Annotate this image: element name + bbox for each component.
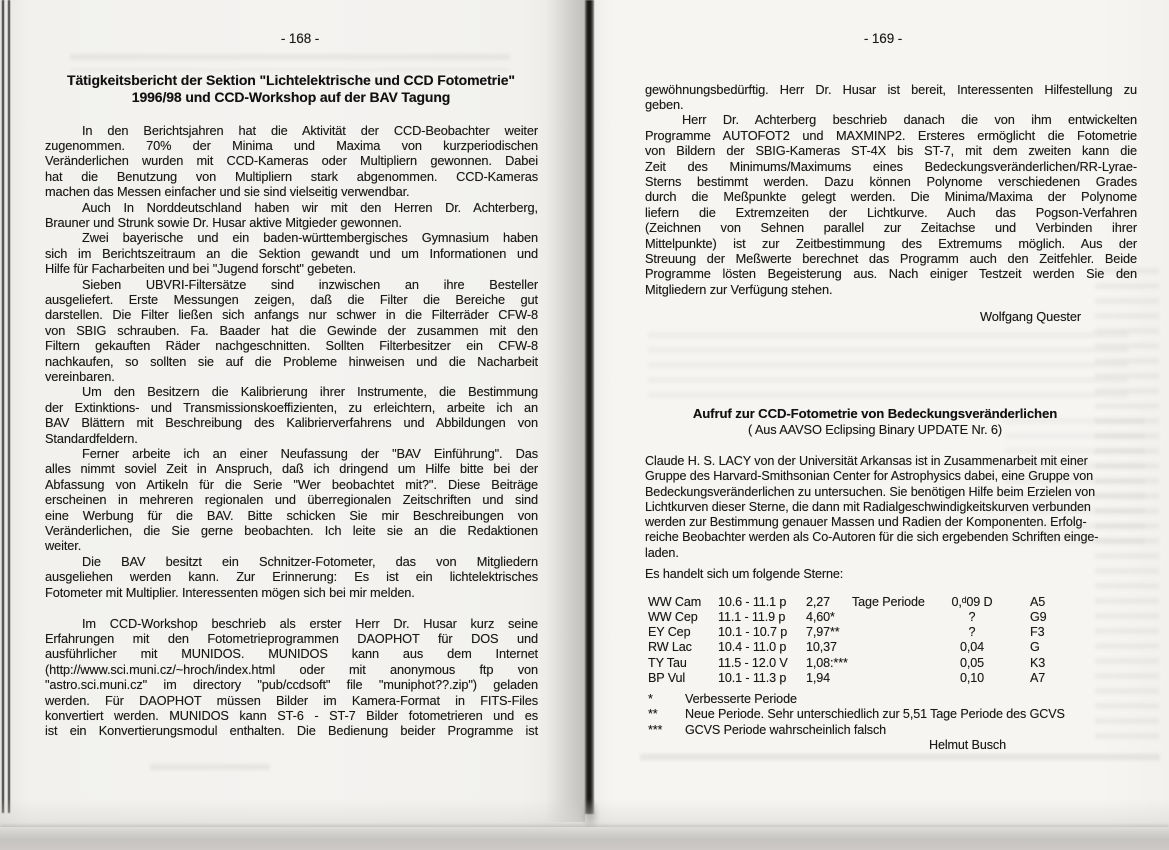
text-line: sich im Berichtszeitraum an die Sektion gewandt und um Informationen und (45, 245, 538, 261)
bleed-through (648, 332, 1128, 404)
page-number-right: - 169 - (863, 31, 903, 46)
text-line: ausgeliehen werden kann. Zur Erinnerung: Es ist ein lichtelektrisches (45, 569, 538, 585)
text-line: (http://www.sci.muni.cz/~hroch/index.html oder mit anonymous ftp von (45, 661, 538, 677)
footnotes (648, 692, 1128, 738)
star-table (648, 595, 1108, 687)
table-row (648, 656, 1108, 671)
magnitude-range: 11.1 - 11.9 p (718, 609, 786, 624)
text-line: Programme lösten Begeisterung aus. Nach einiger Testzeit werden Sie den (645, 266, 1137, 282)
footnote-text: GCVS Periode wahrscheinlich falsch (685, 722, 887, 737)
signature-busch: Helmut Busch (929, 737, 1006, 752)
spectral-type: K3 (1030, 655, 1046, 670)
text-line: weiter. (45, 538, 82, 554)
eclipse-depth: ? (968, 609, 976, 624)
signature-quester: Wolfgang Quester (980, 308, 1081, 324)
spectral-type: G (1030, 640, 1040, 655)
aavso-heading: Aufruf zur CCD-Fotometrie von Bedeckungsveränderlichen (692, 406, 1058, 421)
magnitude-range: 10.4 - 11.0 p (718, 640, 787, 655)
table-row (648, 640, 1108, 655)
bleed-through (70, 54, 510, 71)
table-row (648, 610, 1108, 625)
eclipse-depth: 0,05 (959, 655, 985, 670)
text-line: vereinbaren. (45, 369, 115, 384)
text-line: BAV Blättern mit Beschreibung des Kalibrierverfahrens und Abbildungen von (45, 415, 538, 431)
scan-bottom-shade (0, 799, 1169, 827)
article-title-line1: Tätigkeitsbericht der Sektion "Lichtelektrische und CCD Fotometrie" (67, 72, 515, 88)
spectral-type: A7 (1030, 670, 1046, 685)
footnote (648, 723, 1128, 738)
aavso-paragraph (645, 454, 1131, 561)
text-line: gewöhnungsbedürftig. Herr Dr. Husar ist bereit, Interessenten Hilfestellung zu (645, 81, 1137, 97)
footnote-marker: * (648, 692, 653, 706)
text-line: alles nimmt soviel Zeit in Anspruch, daß ich dringend um Hilfe bitte bei der (45, 461, 538, 477)
article-title-line2: 1996/98 und CCD-Workshop auf der BAV Tagung (131, 88, 451, 105)
text-line: hat die Benutzung von Multipliern stark abgenommen. CCD-Kameras (45, 168, 538, 184)
page-number-left: - 168 - (280, 31, 320, 46)
magnitude-range: 10.6 - 11.1 p (718, 594, 787, 609)
gutter-shadow (546, 0, 585, 822)
period: 7,97** (806, 625, 840, 639)
article-title (45, 72, 537, 106)
text-line: Zeit des Minimums/Maximums eines Bedeckungsveränderlichen/RR-Lyrae- (645, 158, 1137, 174)
text-line: ausgeliefert. Erste Messungen zeigen, daß die Filter die Bereiche gut (45, 291, 538, 307)
text-line: Claude H. S. LACY von der Universität Arkansas ist in Zusammenarbeit mit einer (645, 454, 1088, 468)
text-line: Veränderlichen wurden mit CCD-Kameras oder Multipliern gewonnen. Dabei (45, 153, 538, 169)
page-edge-line (8, 0, 11, 813)
text-line: Gruppe des Harvard-Smithsonian Center for Astrophysics dabei, eine Gruppe von (645, 469, 1094, 484)
text-line: Ferner arbeite ich an einer Neufassung der "BAV Einführung". Das (82, 446, 538, 462)
eclipse-depth: 0,ᵈ09 D (951, 594, 993, 609)
text-line: Um den Besitzern die Kalibrierung ihrer Instrumente, die Bestimmung (82, 384, 538, 400)
aavso-subheading: ( Aus AAVSO Eclipsing Binary UPDATE Nr. 6) (747, 421, 1003, 437)
text-line: reiche Beobachter werden als Co-Autoren für die sich ergebenden Schriften einge- (645, 530, 1099, 545)
table-row (648, 625, 1108, 640)
star-name: EY Cep (648, 625, 691, 639)
text-line: machen das Messen einfacher und sie sind vielseitig verwendbar. (45, 184, 410, 200)
text-line: Die BAV besitzt ein Schnitzer-Fotometer, das von Mitgliedern (82, 553, 538, 569)
footnote (648, 692, 1128, 707)
page-edge-line (2, 0, 5, 813)
text-line: Im CCD-Workshop beschrieb als erster Herr Dr. Husar kurz seine (82, 615, 538, 631)
text-line: Hilfe für Facharbeiten und bei "Jugend forscht" gebeten. (45, 261, 357, 277)
text-line: Mittelpunkte) ist zur Zeitbestimmung des Extremums möglich. Aus der (645, 235, 1137, 251)
period: 1,08:*** (806, 655, 848, 670)
star-name: WW Cep (648, 609, 698, 624)
text-line: der Extinktions- und Transmissionskoeffizienten, zu erleichtern, arbeite ich an (45, 399, 538, 415)
bleed-through (150, 764, 270, 775)
period-unit (852, 625, 940, 640)
text-line: Brauner und Strunk sowie Dr. Husar aktive Mitgieder gewonnen. (45, 214, 402, 230)
text-line: Auch In Norddeutschland haben wir mit den Herren Dr. Achterberg, (82, 199, 538, 215)
text-line: darstellen. Die Filter ließen sich anfangs nur schwer in die Filterräder CFW-8 (45, 307, 538, 323)
text-line: ist ein Konvertierungsmodul enthalten. Die Bedienung beider Programme ist (45, 723, 538, 739)
text-line: Herr Dr. Achterberg beschrieb danach die von ihm entwickelten (682, 112, 1137, 128)
text-line: Fotometer mit Multiplier. Interessenten mögen sich bei mir melden. (45, 584, 415, 600)
text-line: geben. (645, 96, 684, 112)
gutter-line (585, 0, 594, 814)
text-line: nachkaufen, so sollten sie auf die Probleme hinweisen und die Nacharbeit (45, 353, 538, 369)
text-line: Erfahrungen mit den Fotometrieprogrammen DAOPHOT für DOS und (45, 630, 538, 646)
period-unit: Tage Periode (852, 594, 925, 609)
text-line: Standardfeldern. (45, 430, 138, 446)
text-line: Zwei bayerische und ein baden-württembergisches Gymnasium haben (82, 230, 538, 246)
text-line: Abfassung von Artikeln für die Serie "Wer beobachtet mit?". Diese Beiträge (45, 476, 538, 492)
magnitude-range: 10.1 - 10.7 p (718, 625, 788, 639)
text-line: Mitgliedern zur Verfügung stehen. (645, 281, 833, 297)
eclipse-depth: 0,04 (959, 640, 985, 655)
footnote (648, 707, 1128, 722)
period: 4,60* (806, 609, 835, 624)
text-line: In den Berichtsjahren hat die Aktivität der CCD-Beobachter weiter (82, 122, 538, 138)
star-name: RW Lac (648, 640, 692, 655)
left-page-body (45, 123, 538, 739)
text-line: von SBIG schrauben. Fa. Baader hat die Gewinde der zusammen mit den (45, 322, 538, 338)
text-line: eine Werbung für die BAV. Bitte schicken Sie mir Beschreibungen von (45, 507, 538, 523)
period-unit (852, 610, 940, 625)
text-line: Programme AUTOFOT2 und MAXMINP2. Ersteres ermöglicht die Fotometrie (645, 127, 1137, 143)
star-name: WW Cam (648, 594, 702, 609)
text-line: ausführlicher mit MUNIDOS. MUNIDOS kann aus dem Internet (45, 646, 538, 662)
text-line: zugenommen. 70% der Minima und Maxima von kurzperiodischen (45, 137, 538, 153)
text-line: laden. (645, 545, 679, 560)
footnote-marker: ** (648, 707, 658, 722)
table-row (648, 671, 1108, 686)
text-line: Lichtkurven dieser Sterne, die dann mit Radialgeschwindigkeitskurven verbunden (645, 499, 1091, 514)
text-line: Sieben UBVRI-Filtersätze sind inzwischen an ihre Besteller (82, 276, 538, 292)
text-line: Filtern gekauften Räder nachgeschnitten. Sollten Filterbesitzer ein CFW-8 (45, 338, 538, 354)
spectral-type: A5 (1030, 594, 1046, 609)
period-unit (852, 640, 940, 655)
eclipse-depth: ? (968, 625, 976, 639)
text-line: Streuung der Meßwerte berechnet das Programm auch den Zeitfehler. Beide (645, 250, 1137, 266)
footnote-text: Verbesserte Periode (685, 692, 797, 706)
footnote-text: Neue Periode. Sehr unterschiedlich zur 5,51 Tage Periode des GCVS (685, 707, 1065, 722)
spectral-type: G9 (1030, 609, 1047, 624)
text-line: "astro.sci.muni.cz" im directory "pub/ccdsoft" file "muniphot??.zip") geladen (45, 677, 538, 693)
footnote-marker: *** (648, 722, 663, 737)
right-page-body (645, 82, 1137, 298)
text-line: werden zur Bestimmung genauer Massen und Radien der Komponenten. Erfolg- (645, 515, 1087, 529)
text-line: konvertiert werden. MUNIDOS kann ST-6 - ST-7 Bilder fotometrieren und es (45, 707, 538, 723)
text-line: Bedeckungsveränderlichen zu untersuchen. Sie benötigen Hilfe beim Erzielen von (645, 484, 1096, 499)
scan-bottom-band (0, 827, 1169, 850)
period: 10,37 (806, 640, 837, 655)
star-name: BP Vul (648, 670, 686, 685)
text-line: von Bildern der SBIG-Kameras ST-4X bis ST-7, mit dem zweiten kann die (645, 143, 1137, 159)
magnitude-range: 10.1 - 11.3 p (718, 670, 787, 685)
text-line: Sterns bestimmt werden. Dazu können Polynome verschiedenen Grades (645, 173, 1137, 189)
star-list-intro: Es handelt sich um folgende Sterne: (645, 566, 844, 581)
star-name: TY Tau (648, 655, 687, 670)
text-line: (Zeichnen von Sehnen parallel zur Zeitachse und Verbinden ihrer (645, 220, 1137, 236)
text-line: werden. Für DAOPHOT müssen Bilder im Kamera-Format in FITS-Files (45, 692, 538, 708)
period-unit (852, 656, 940, 671)
period-unit (852, 671, 940, 686)
table-row (648, 595, 1108, 610)
spectral-type: F3 (1030, 625, 1045, 639)
text-line: durch die Meßpunkte gelegt werden. Die Minima/Maxima der Polynome (645, 189, 1137, 205)
text-line: erscheinen in mehreren regionalen und überregionalen Zeitschriften und sind (45, 492, 538, 508)
eclipse-depth: 0,10 (959, 670, 985, 685)
magnitude-range: 11.5 - 12.0 V (718, 655, 788, 670)
text-line: Veränderlichen, die Sie gerne beobachten. Ich leite sie an die Redaktionen (45, 523, 538, 539)
bleed-through (640, 754, 1160, 765)
period: 2,27 (806, 594, 831, 609)
text-line: liefern die Extremzeiten der Lichtkurve. Auch das Pogson-Verfahren (645, 204, 1137, 220)
period: 1,94 (806, 670, 831, 685)
